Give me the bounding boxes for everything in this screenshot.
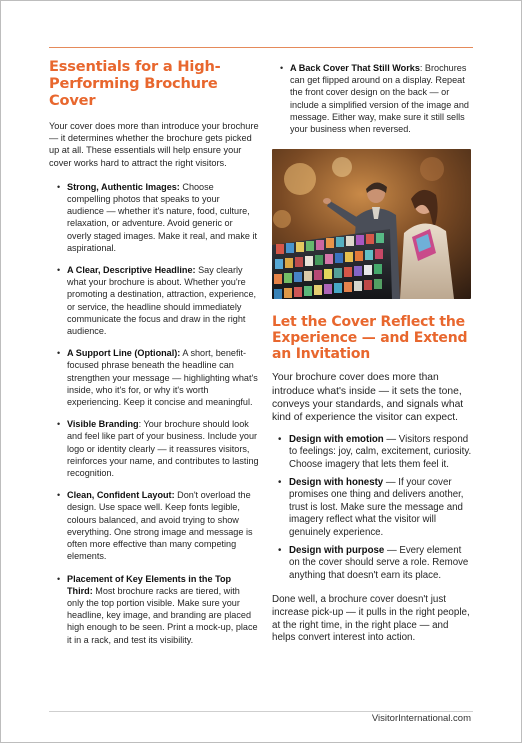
left-column xyxy=(49,52,259,656)
bullet-icon: • xyxy=(278,476,282,488)
list-item xyxy=(272,477,472,540)
right-column xyxy=(272,62,472,645)
item-text: : Your brochure should look and feel like part of your business. Include your logo or identity clearly — it reassures visitors, reinforces your name, and contributes to lasting recognition. xyxy=(67,419,259,479)
bullet-icon: • xyxy=(57,573,61,584)
back-cover-item xyxy=(272,62,472,135)
list-item xyxy=(272,434,472,472)
list-item xyxy=(49,264,259,337)
item-text: A short, benefit-focused phrase beneath the headline can strengthen your message — highlighting what's inside, who it's for, or why it's worth experiencing. Keep it concise and meaningful. xyxy=(67,348,258,408)
item-title: Placement of Key Elements in the Top Third: xyxy=(67,573,232,596)
item-text: : Brochures can get flipped around on a display. Repeat the front cover design on the back — or include a simplified version of the image and message. Either way, make sure it still sells your business when reversed. xyxy=(290,63,469,135)
design-principles-list xyxy=(272,434,472,583)
bullet-icon: • xyxy=(278,433,282,445)
left-intro: Your cover does more than introduce your brochure — it determines whether the brochure gets picked up at all. These essentials will help ensure your cover works hard to attract the right visitors. xyxy=(49,121,259,168)
item-title: Design with emotion xyxy=(289,433,384,445)
bottom-divider xyxy=(49,711,473,712)
list-item xyxy=(272,62,472,135)
list-item xyxy=(272,545,472,583)
item-text: Don't overload the design. Use space well. Keep fonts legible, colours balanced, and avoid trying to show everything. One strong image and message is often more effective than many competing elements. xyxy=(67,490,253,562)
item-text: Choose compelling photos that speaks to your audience — whether it's nature, food, culture, relaxation, or adventure. Avoid generic or overly staged images. Make it real, and make it aspirational. xyxy=(67,181,258,253)
top-divider xyxy=(49,47,473,48)
item-title: Design with honesty xyxy=(289,476,384,488)
list-item xyxy=(49,181,259,254)
footer-url: VisitorInternational.com xyxy=(371,713,471,724)
list-item xyxy=(49,489,259,562)
item-title: Clean, Confident Layout: xyxy=(67,490,175,501)
bullet-icon: • xyxy=(57,348,61,359)
bullet-icon: • xyxy=(57,265,61,276)
item-text: — Every element on the cover should serve a role. Remove anything that doesn't earn its place. xyxy=(289,544,469,581)
brochure-rack-photo xyxy=(272,149,471,299)
item-text: Say clearly what your brochure is about. Whether you're promoting a destination, attraction, experience, or service, the headline should immediately communicate the focus and draw in the right audience. xyxy=(67,265,257,337)
right-heading: Let the Cover Reflect the Experience — and Extend an Invitation xyxy=(272,314,468,363)
bullet-icon: • xyxy=(280,63,284,73)
bullet-icon: • xyxy=(57,181,61,192)
closing-paragraph: Done well, a brochure cover doesn't just increase pick-up — it pulls in the right people, at the right time, in the right place — and helps convert interest into action. xyxy=(272,594,470,644)
item-title: A Support Line (Optional): xyxy=(67,348,181,359)
item-title: A Clear, Descriptive Headline: xyxy=(67,265,196,276)
photo-illustration xyxy=(272,149,471,299)
essentials-list xyxy=(49,181,259,646)
bullet-icon: • xyxy=(57,419,61,430)
list-item xyxy=(49,573,259,646)
item-text: — If your cover promises one thing and delivers another, trust is lost. Make sure the message and imagery reflect what the visitor will genuinely experience. xyxy=(289,476,464,538)
item-title: Strong, Authentic Images: xyxy=(67,181,180,192)
list-item xyxy=(49,418,259,479)
bullet-icon: • xyxy=(57,490,61,501)
bullet-icon: • xyxy=(278,544,282,556)
right-intro: Your brochure cover does more than introduce what's inside — it sets the tone, conveys your standards, and signals what kind of experience the visitor can expect. xyxy=(272,372,464,424)
left-heading: Essentials for a High-Performing Brochure Cover xyxy=(49,58,221,109)
list-item xyxy=(49,347,259,408)
item-text: — Visitors respond to feelings: joy, calm, excitement, curiosity. Choose imagery that lets them feel it. xyxy=(289,433,472,471)
item-title: Visible Branding xyxy=(67,419,139,430)
item-title: A Back Cover That Still Works xyxy=(290,63,420,73)
item-title: Design with purpose xyxy=(289,544,385,556)
item-text: Most brochure racks are tiered, with only the top portion visible. Make sure your headline, key image, and branding are placed high enough to be seen. Print a mock-up, place it in a rack, and test its visibility. xyxy=(67,585,258,645)
